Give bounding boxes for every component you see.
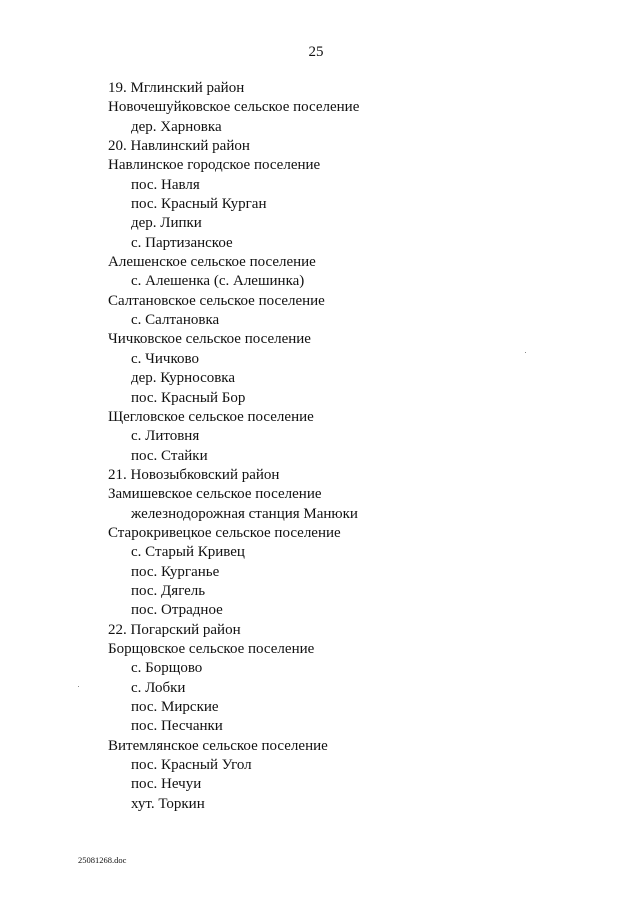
- settlement-item: дер. Харновка: [131, 118, 222, 135]
- settlement-heading: Алешенское сельское поселение: [108, 254, 316, 271]
- settlement-heading: Витемлянское сельское поселение: [108, 737, 328, 754]
- settlement-item: пос. Нечуи: [131, 776, 202, 793]
- settlement-heading: Борщовское сельское поселение: [108, 640, 315, 657]
- settlement-item: пос. Дягель: [131, 582, 206, 599]
- settlement-item: с. Чичково: [131, 350, 199, 367]
- settlement-item: железнодорожная станция Манюки: [131, 505, 358, 522]
- page-number: 25: [308, 44, 324, 60]
- settlement-item: с. Партизанское: [131, 234, 233, 251]
- district-heading: 20. Навлинский район: [108, 138, 250, 155]
- scan-speck: [78, 686, 79, 687]
- district-heading: 19. Мглинский район: [108, 80, 245, 96]
- settlement-item: хут. Торкин: [131, 795, 205, 812]
- settlement-item: пос. Отрадное: [131, 602, 223, 619]
- footer-file-name: 25081268.doc: [78, 855, 127, 865]
- settlement-item: дер. Курносовка: [131, 370, 236, 387]
- settlement-item: пос. Красный Бор: [131, 389, 246, 406]
- settlement-item: пос. Мирские: [131, 699, 219, 715]
- settlement-item: с. Старый Кривец: [131, 544, 245, 561]
- settlement-heading: Салтановское сельское поселение: [108, 292, 325, 309]
- settlement-heading: Новочешуйковское сельское поселение: [108, 99, 360, 116]
- settlement-item: пос. Песчанки: [131, 718, 223, 735]
- district-heading: 21. Новозыбковский район: [108, 466, 280, 483]
- settlement-item: пос. Курганье: [131, 563, 220, 580]
- settlement-heading: Чичковское сельское поселение: [108, 331, 311, 348]
- settlement-heading: Замишевское сельское поселение: [108, 486, 322, 503]
- settlement-item: с. Лобки: [131, 679, 186, 696]
- settlement-heading: Старокривецкое сельское поселение: [108, 524, 341, 541]
- settlement-heading: Навлинское городское поселение: [108, 157, 321, 174]
- district-heading: 22. Погарский район: [108, 621, 241, 638]
- settlement-item: с. Борщово: [131, 660, 203, 677]
- settlement-heading: Щегловское сельское поселение: [108, 408, 314, 425]
- settlement-item: пос. Красный Курган: [131, 196, 267, 213]
- settlement-item: с. Литовня: [131, 428, 200, 445]
- settlement-item: дер. Липки: [131, 215, 202, 232]
- settlement-list: [108, 79, 608, 814]
- settlement-item: пос. Красный Угол: [131, 757, 252, 774]
- settlement-item: с. Салтановка: [131, 312, 220, 329]
- settlement-item: с. Алешенка (с. Алешинка): [131, 273, 305, 290]
- scan-speck: [525, 352, 526, 353]
- settlement-item: пос. Стайки: [131, 447, 208, 464]
- settlement-item: пос. Навля: [131, 176, 200, 193]
